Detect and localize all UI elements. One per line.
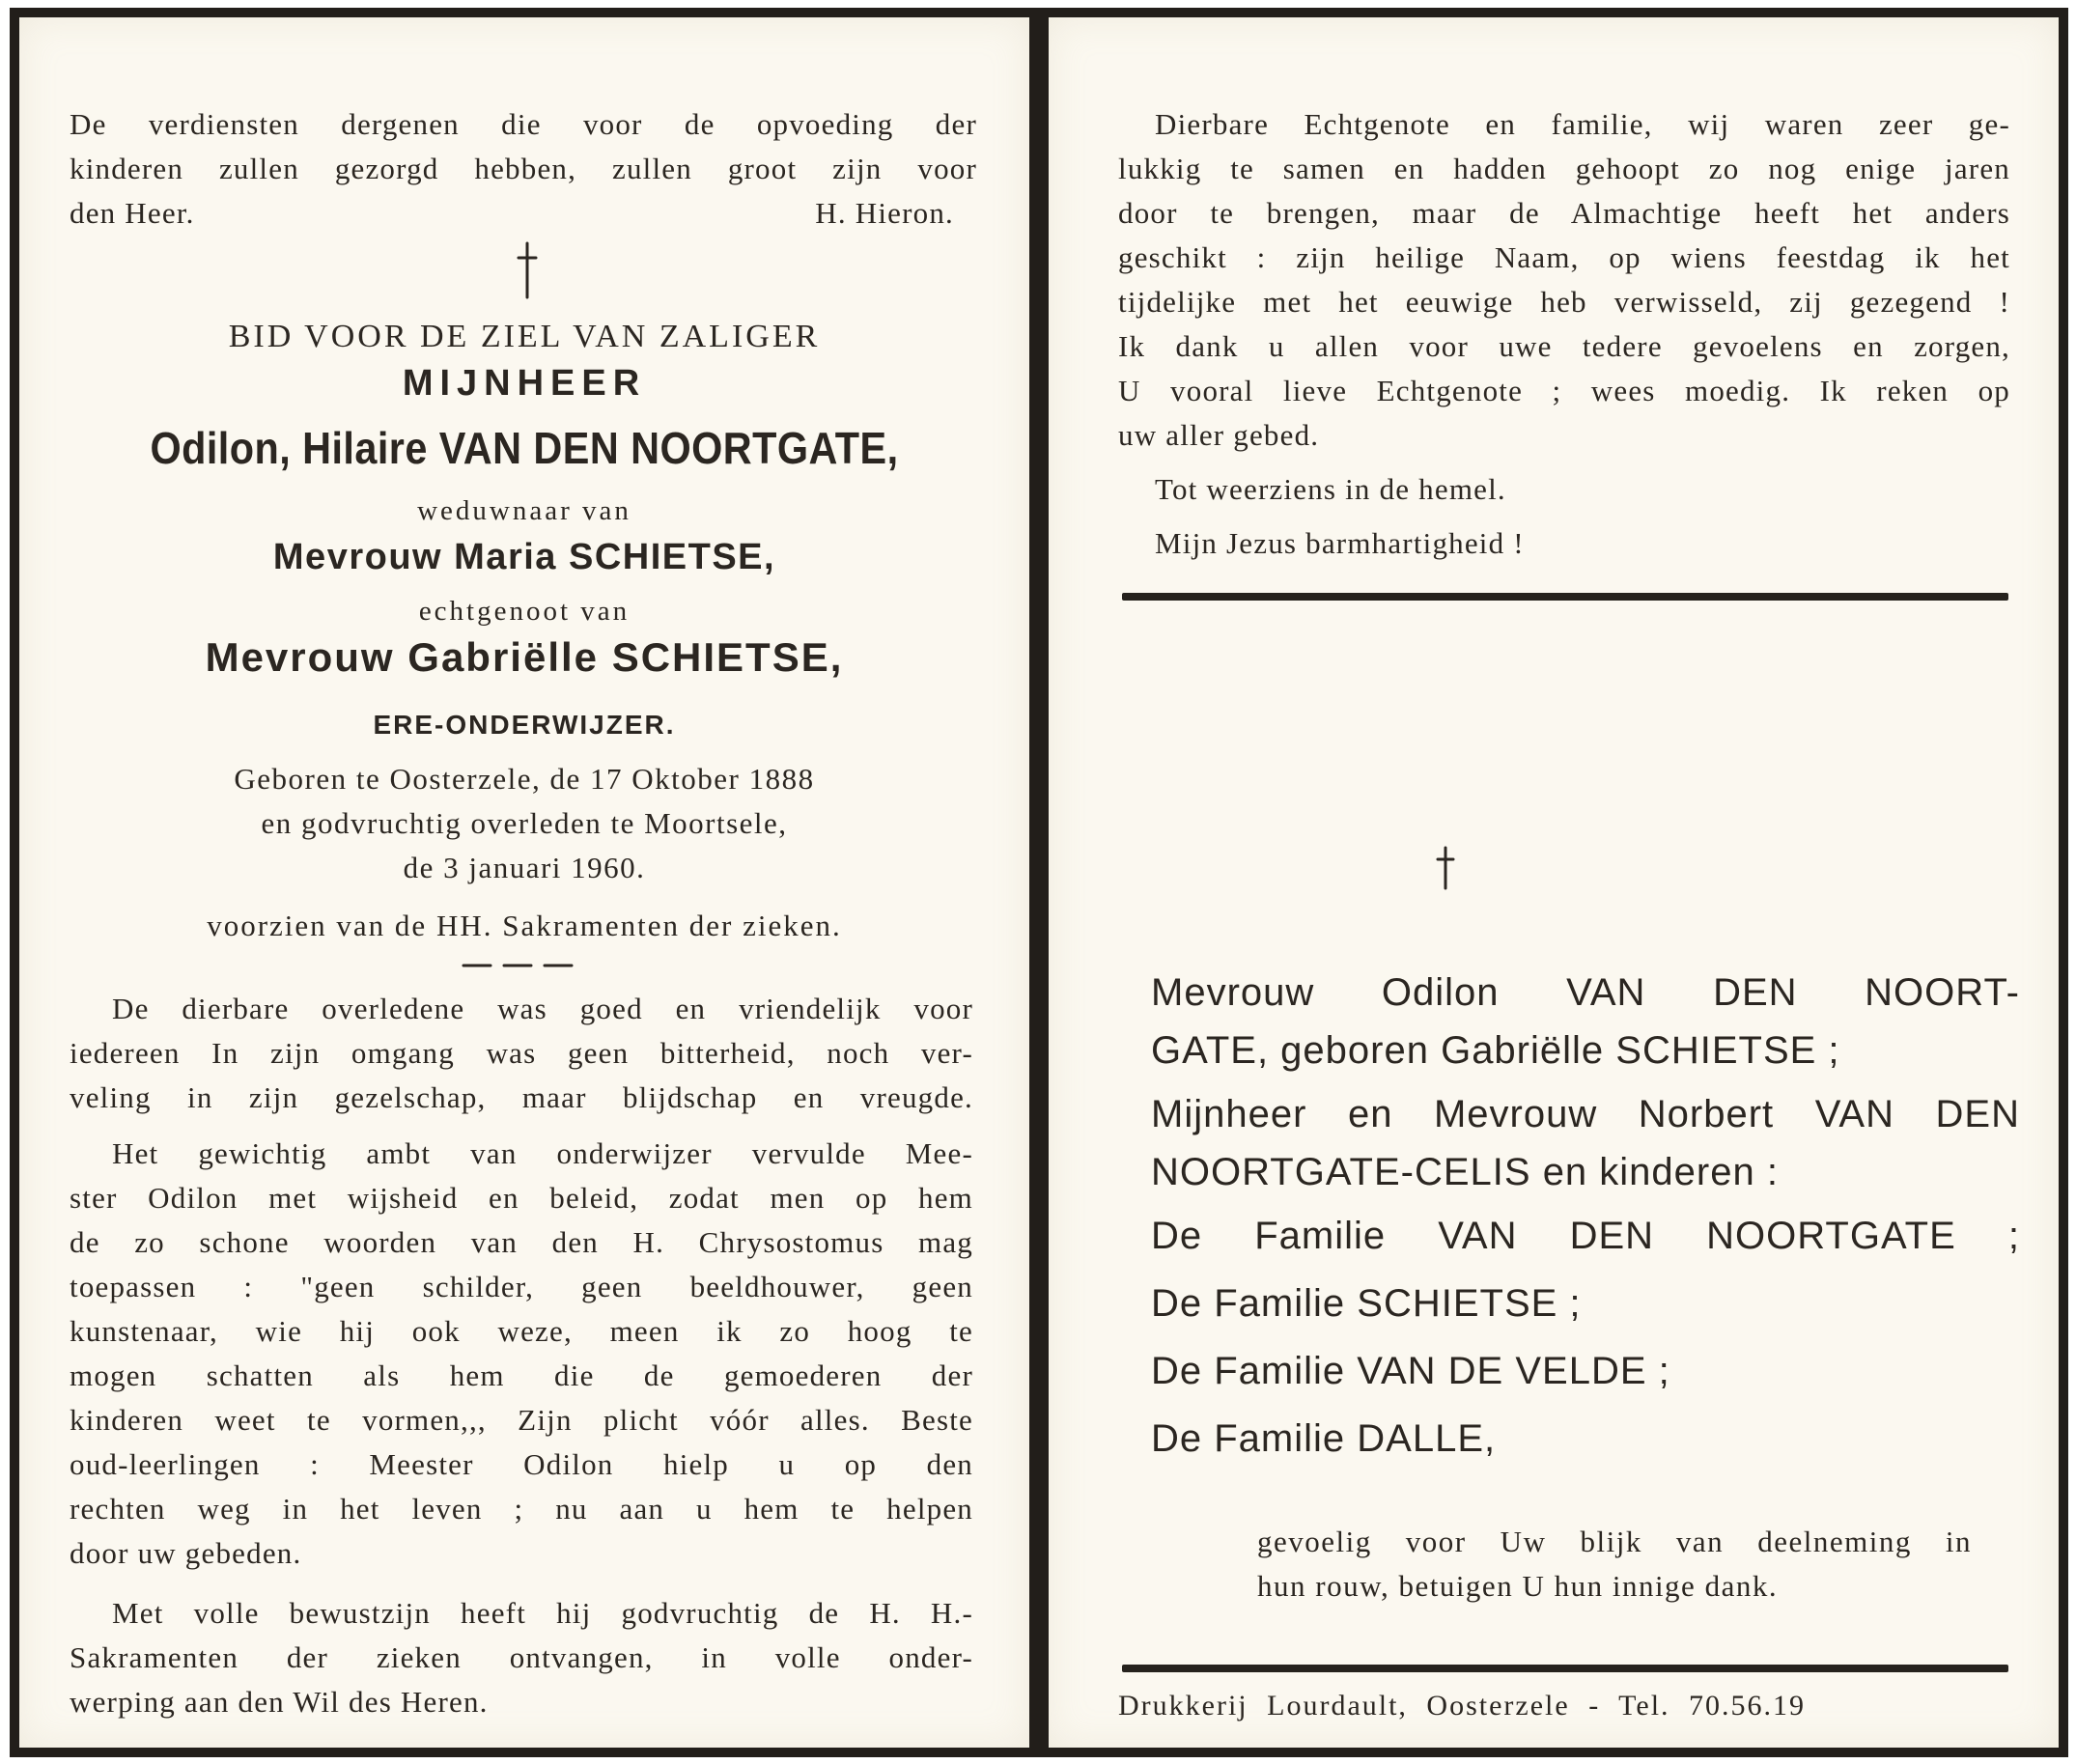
text-line: door te brengen, maar de Almachtige heeft het anders xyxy=(1118,196,2010,230)
text-line: Mijn Jezus barmhartigheid ! xyxy=(1155,526,1525,560)
text-line: gevoelig voor Uw blijk van deelneming in xyxy=(1257,1525,1972,1558)
text-line: uw aller gebed. xyxy=(1118,418,1320,452)
text-line: werping aan den Wil des Heren. xyxy=(70,1685,489,1719)
memorial-card xyxy=(10,8,2068,1757)
text-line: toepassen : "geen schilder, geen beeldhouwer, geen xyxy=(70,1270,973,1303)
text-line: Ik dank u allen voor uwe tedere gevoelens en zorgen, xyxy=(1118,329,2010,363)
text-line: De dierbare overledene was goed en vriendelijk voor xyxy=(112,992,973,1025)
quote-line: den Heer. xyxy=(70,196,195,230)
husband-label: echtgenoot van xyxy=(418,596,631,627)
family-vandennoortgate xyxy=(1151,1207,2020,1265)
family-line: Mijnheer en Mevrouw Norbert VAN DEN xyxy=(1151,1093,2020,1135)
text-line: Tot weerziens in de hemel. xyxy=(1155,472,1506,506)
text-line: Het gewichtig ambt van onderwijzer vervulde Mee- xyxy=(112,1136,973,1170)
text-line: veling in zijn gezelschap, maar blijdschap en vreugde. xyxy=(70,1080,973,1114)
family-son xyxy=(1151,1085,2020,1201)
cross-icon xyxy=(1435,846,1456,890)
paragraph-sacraments xyxy=(70,1591,973,1724)
cross-icon xyxy=(517,241,538,299)
sacraments-line: voorzien van de HH. Sakramenten der zieken. xyxy=(207,909,842,942)
text-line: kunstenaar, wie hij ook weze, meen ik zo hoog te xyxy=(70,1314,973,1348)
text-line: ster Odilon met wijsheid en beleid, zodat men op hem xyxy=(70,1181,973,1215)
quote-attribution: H. Hieron. xyxy=(815,196,954,230)
widower-label: weduwnaar van xyxy=(417,495,631,526)
text-line: oud-leerlingen : Meester Odilon hielp u op den xyxy=(70,1447,973,1481)
second-wife-name: Mevrouw Gabriëlle SCHIETSE, xyxy=(205,634,844,680)
printer-imprint: Drukkerij Lourdault, Oosterzele - Tel. 70.56.19 xyxy=(1118,1690,1807,1722)
family-line: Mevrouw Odilon VAN DEN NOORT- xyxy=(1151,971,2020,1014)
text-line: hun rouw, betuigen U hun innige dank. xyxy=(1257,1569,1779,1603)
text-line: rechten weg in het leven ; nu aan u hem te helpen xyxy=(70,1492,973,1526)
text-line: U vooral lieve Echtgenote ; wees moedig. Ik reken op xyxy=(1118,374,2010,407)
text-line: geschikt : zijn heilige Naam, op wiens feestdag ik het xyxy=(1118,240,2010,274)
title-mijnheer: MIJNHEER xyxy=(402,363,647,404)
text-line: iedereen In zijn omgang was geen bitterheid, noch ver- xyxy=(70,1036,973,1070)
right-panel xyxy=(1049,17,2059,1748)
birth-line: Geboren te Oosterzele, de 17 Oktober 1888 xyxy=(234,762,815,796)
farewell-message xyxy=(1118,102,2010,566)
family-schietse xyxy=(1151,1274,2020,1332)
paragraph-character xyxy=(70,987,973,1120)
text-line: Sakramenten der zieken ontvangen, in volle onder- xyxy=(70,1640,973,1674)
text-line: kinderen weet te vormen,,, Zijn plicht vóór alles. Beste xyxy=(70,1403,973,1437)
divider-rule xyxy=(1122,593,2008,601)
quote-line: De verdiensten dergenen die voor de opvoeding der xyxy=(70,107,977,141)
text-line: de zo schone woorden van den H. Chrysostomus mag xyxy=(70,1225,973,1259)
family-line: De Familie SCHIETSE ; xyxy=(1151,1282,1582,1325)
opening-quote xyxy=(70,102,977,236)
death-date-line: de 3 januari 1960. xyxy=(403,851,646,884)
text-line: lukkig te samen en hadden gehoopt zo nog enige jaren xyxy=(1118,152,2010,185)
family-line: De Familie DALLE, xyxy=(1151,1417,1497,1460)
paragraph-teacher xyxy=(70,1132,973,1576)
thanks-text xyxy=(1257,1520,1972,1609)
family-line: De Familie VAN DEN NOORTGATE ; xyxy=(1151,1215,2020,1257)
family-widow xyxy=(1151,964,2020,1079)
death-line: en godvruchtig overleden te Moortsele, xyxy=(261,806,788,840)
birth-death-details xyxy=(19,757,1029,890)
quote-line: kinderen zullen gezorgd hebben, zullen groot zijn voor xyxy=(70,152,977,185)
text-line: Dierbare Echtgenote en familie, wij waren zeer ge- xyxy=(1155,107,2010,141)
divider-rule xyxy=(1122,1665,2008,1672)
first-wife-name: Mevrouw Maria SCHIETSE, xyxy=(272,537,776,577)
family-line: GATE, geboren Gabriëlle SCHIETSE ; xyxy=(1151,1029,1840,1072)
family-dalle xyxy=(1151,1410,2020,1468)
text-line: Met volle bewustzijn heeft hij godvruchtig de H. H.- xyxy=(112,1596,973,1630)
left-panel xyxy=(19,17,1029,1748)
text-line: door uw gebeden. xyxy=(70,1536,302,1570)
prayer-heading: BID VOOR DE ZIEL VAN ZALIGER xyxy=(228,319,821,354)
family-line: NOORTGATE-CELIS en kinderen : xyxy=(1151,1151,1779,1193)
family-line: De Familie VAN DE VELDE ; xyxy=(1151,1350,1670,1392)
deceased-name: Odilon, Hilaire VAN DEN NOORTGATE, xyxy=(150,423,899,473)
quote-last-line xyxy=(70,191,977,236)
family-vandevelde xyxy=(1151,1342,2020,1400)
text-line: tijdelijke met het eeuwige heb verwisseld, zij gezegend ! xyxy=(1118,285,2010,319)
ornament-icon xyxy=(462,962,574,969)
profession: ERE-ONDERWIJZER. xyxy=(373,710,676,740)
text-line: mogen schatten als hem die de gemoederen der xyxy=(70,1358,973,1392)
